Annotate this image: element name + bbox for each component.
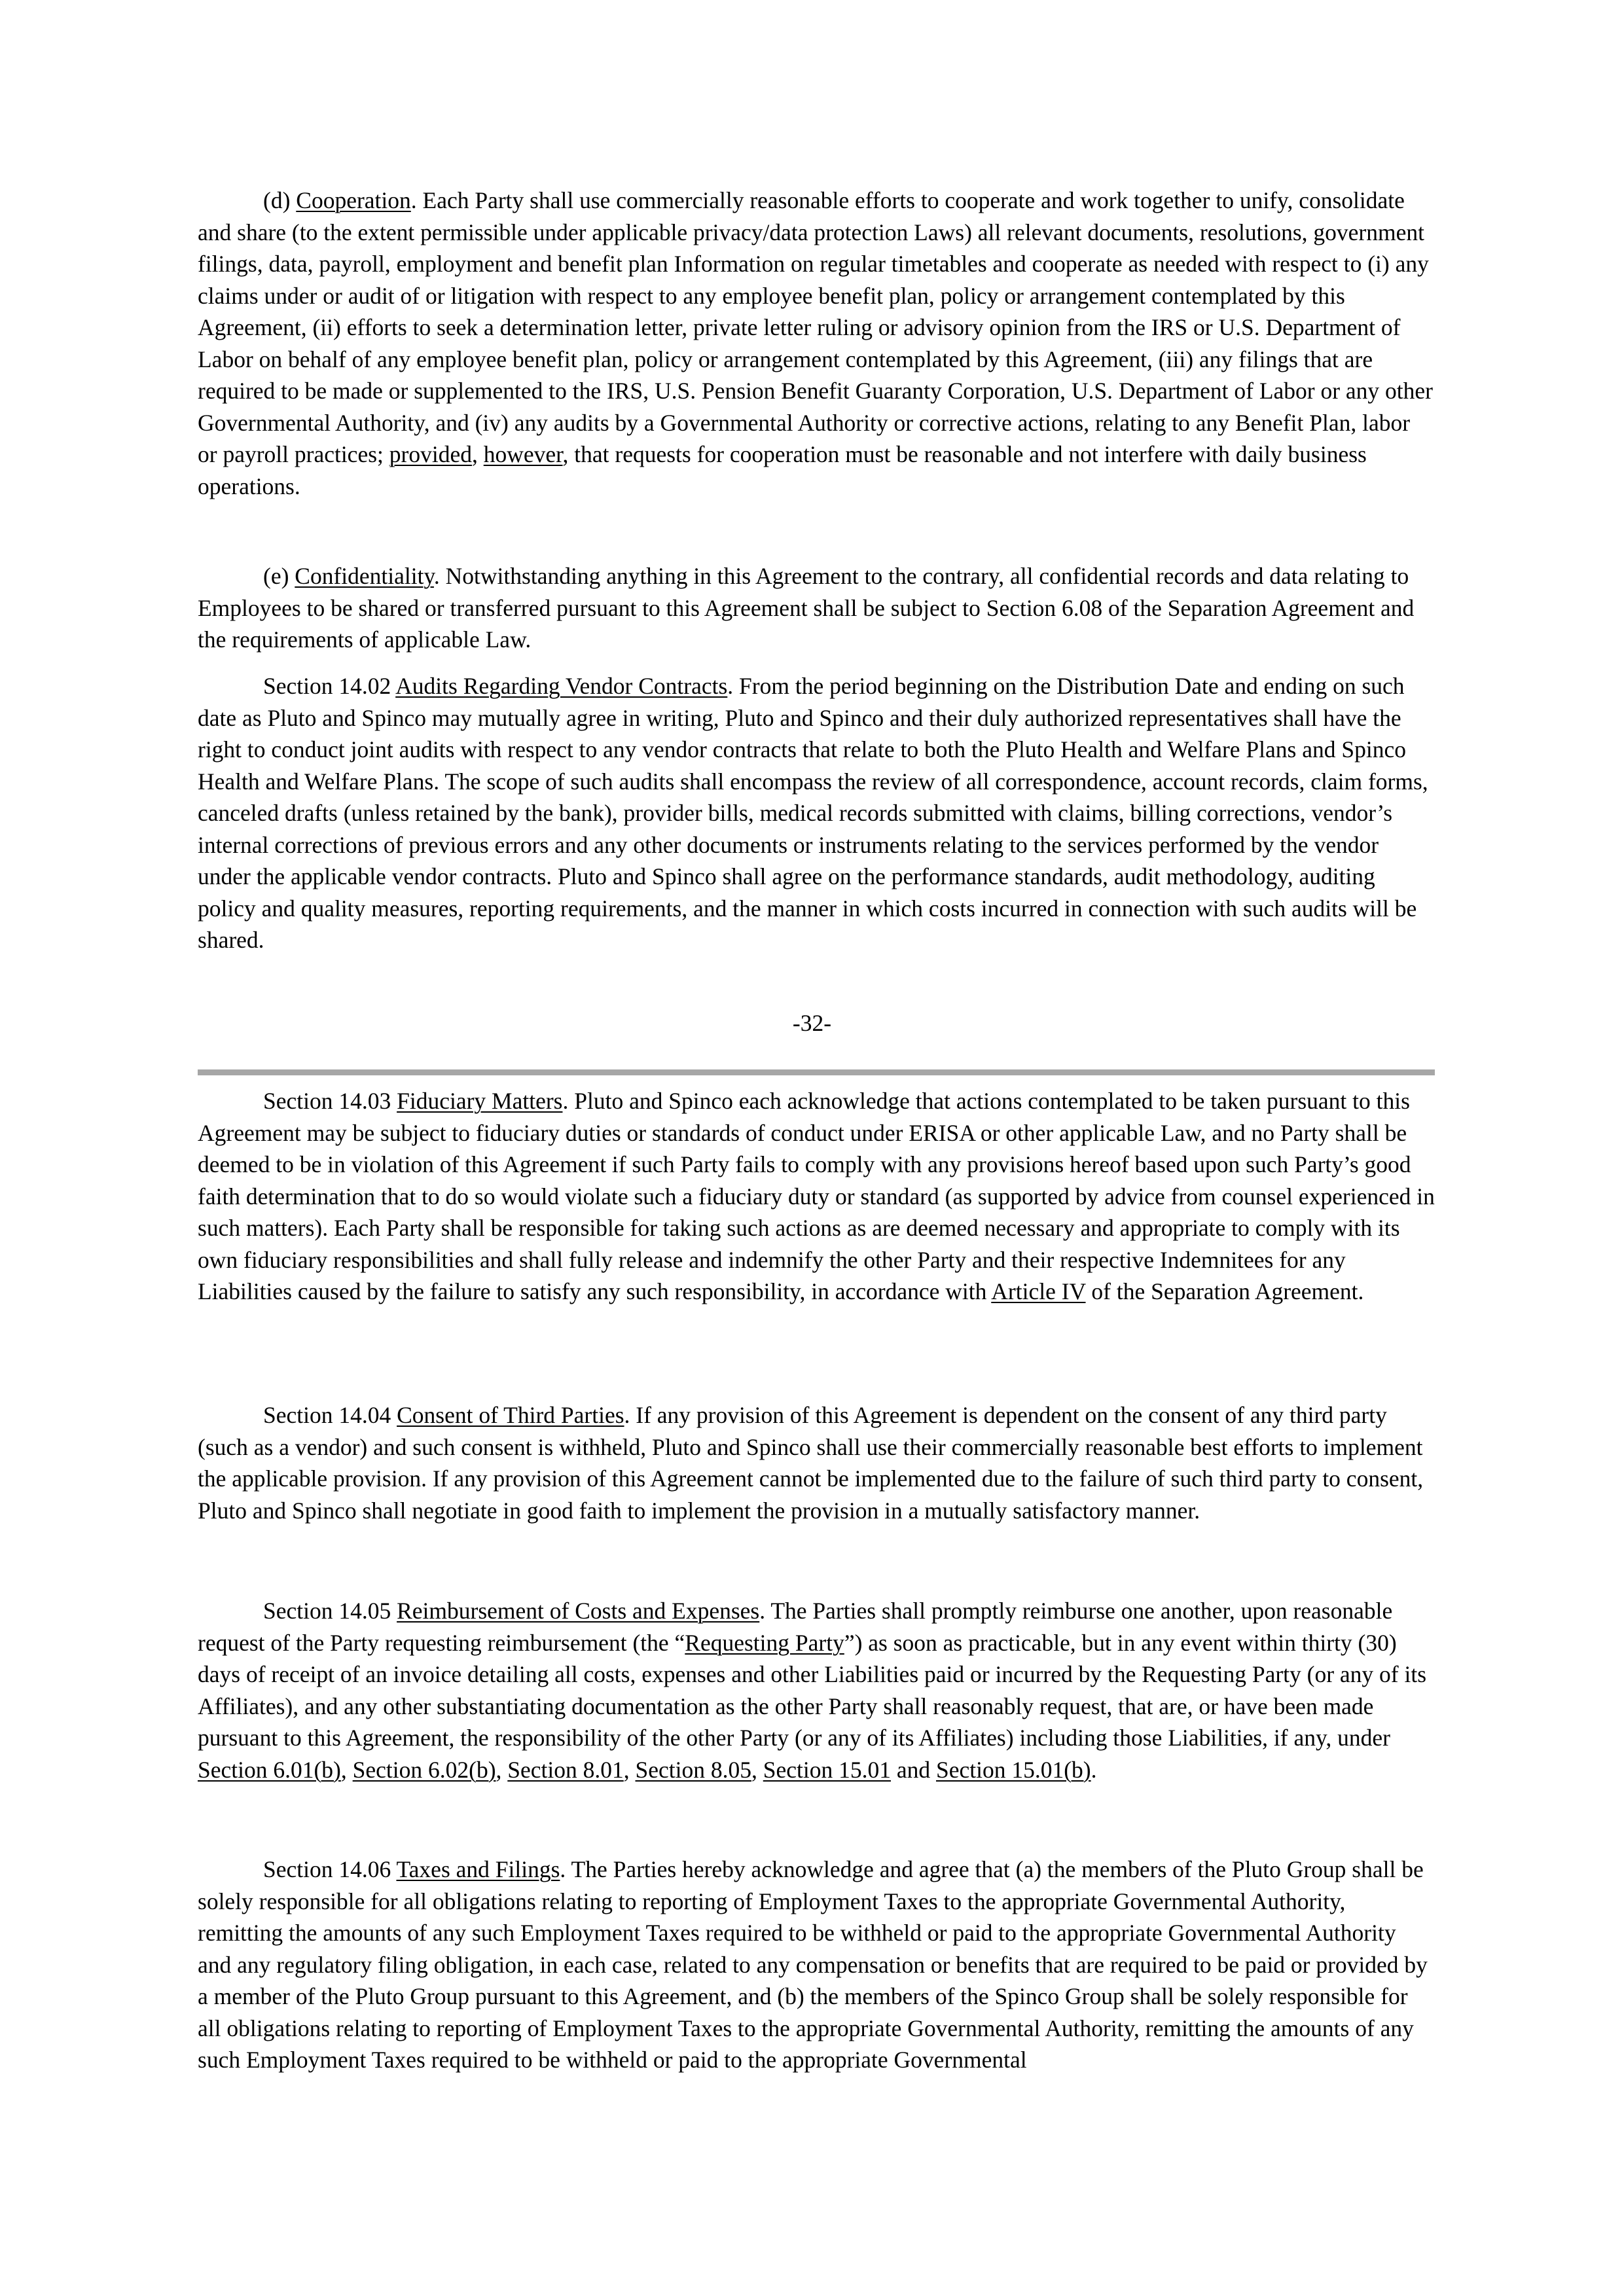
cross-reference-link[interactable]: Section 8.01 bbox=[507, 1756, 624, 1783]
paragraph-body: of the Separation Agreement. bbox=[1085, 1278, 1364, 1304]
paragraph-heading: Cooperation bbox=[296, 187, 411, 213]
separator: , bbox=[340, 1756, 353, 1783]
section-heading: Reimbursement of Costs and Expenses bbox=[397, 1598, 760, 1624]
paragraph-body: . The Parties hereby acknowledge and agree that (a) the members of the Pluto Group shall be solely responsible for all obligations relating to reporting of Employment Taxes to the appropriate Governmental Authority, remitting the amounts of any such Employment Taxes required to be withheld or paid to the appropriate Governmental Authority and any regulatory filing obligation, in each case, related to any compensation or benefits that are required to be paid or provided by a member of the Pluto Group pursuant to this Agreement, and (b) the members of the Spinco Group shall be solely responsible for all obligations relating to reporting of Employment Taxes to the appropriate Governmental Authority, remitting the amounts of any such Employment Taxes required to be withheld or paid to the appropriate Governmental bbox=[198, 1856, 1428, 2073]
cross-reference-link[interactable]: Section 6.01(b) bbox=[198, 1756, 341, 1783]
paragraph-body: ”) as soon as practicable, but in any event within thirty (30) days of receipt of an invoice detailing all costs, expenses and other Liabilities paid or incurred by the Requesting Party (or any of its Affiliates), and any other substantiating documentation as the other Party shall reasonably request, that are, or have been made pursuant to this Agreement, the responsibility of the other Party (or any of its Affiliates) including those Liabilities, if any, under bbox=[198, 1629, 1427, 1751]
paragraph-cooperation bbox=[198, 185, 1435, 502]
defined-term: Requesting Party bbox=[685, 1629, 844, 1656]
paragraph-heading: Confidentiality bbox=[295, 563, 434, 589]
paragraph-text bbox=[198, 560, 1435, 656]
section-14-05 bbox=[198, 1595, 1435, 1785]
paragraph-body: . From the period beginning on the Distribution Date and ending on such date as Pluto and Spinco may mutually agree in writing, Pluto and Spinco and their duly authorized representatives shall have the right to conduct joint audits with respect to any vendor contracts that relate to both the Pluto Health and Welfare Plans and Spinco Health and Welfare Plans. The scope of such audits shall encompass the review of all correspondence, account records, claim forms, canceled drafts (unless retained by the bank), provider bills, medical records submitted with claims, billing corrections, vendor’s internal corrections of previous errors and any other documents or instruments relating to the services performed by the vendor under the applicable vendor contracts. Pluto and Spinco shall agree on the performance standards, audit methodology, auditing policy and quality measures, reporting requirements, and the manner in which costs incurred in connection with such audits will be shared. bbox=[198, 673, 1428, 953]
separator: . bbox=[1091, 1756, 1097, 1783]
paragraph-lead: (e) bbox=[263, 563, 295, 589]
term-however: however bbox=[483, 441, 563, 467]
separator: , bbox=[496, 1756, 508, 1783]
cross-reference-link[interactable]: Article IV bbox=[991, 1278, 1086, 1304]
paragraph-text bbox=[198, 1595, 1435, 1785]
term-provided: provided bbox=[389, 441, 472, 467]
section-heading: Fiduciary Matters bbox=[397, 1088, 563, 1114]
section-heading: Audits Regarding Vendor Contracts bbox=[395, 673, 728, 699]
section-14-04 bbox=[198, 1399, 1435, 1526]
paragraph-text bbox=[198, 1399, 1435, 1526]
paragraph-text bbox=[198, 1085, 1435, 1308]
separator: , bbox=[751, 1756, 763, 1783]
page-number: -32- bbox=[792, 1010, 832, 1036]
section-heading: Consent of Third Parties bbox=[397, 1402, 624, 1428]
section-heading: Taxes and Filings bbox=[396, 1856, 560, 1882]
paragraph-body: , that requests for cooperation must be reasonable and not interfere with daily business operations. bbox=[198, 441, 1367, 499]
section-14-06 bbox=[198, 1854, 1435, 2076]
cross-reference-link[interactable]: Section 6.02(b) bbox=[352, 1756, 496, 1783]
paragraph-body: . If any provision of this Agreement is dependent on the consent of any third party (such as a vendor) and such consent is withheld, Pluto and Spinco shall use their commercially reasonable best efforts to implement the applicable provision. If any provision of this Agreement cannot be implemented due to the failure of such third party to consent, Pluto and Spinco shall negotiate in good faith to implement the provision in a mutually satisfactory manner. bbox=[198, 1402, 1424, 1524]
paragraph-body: . Pluto and Spinco each acknowledge that actions contemplated to be taken pursuant to this Agreement may be subject to fiduciary duties or standards of conduct under ERISA or other applicable Law, and no Party shall be deemed to be in violation of this Agreement if such Party fails to comply with any provisions hereof based upon such Party’s good faith determination that to do so would violate such a fiduciary duty or standard (as supported by advice from counsel experienced in such matters). Each Party shall be responsible for taking such actions as are deemed necessary and appropriate to comply with its own fiduciary responsibilities and shall fully release and indemnify the other Party and their respective Indemnitees for any Liabilities caused by the failure to satisfy any such responsibility, in accordance with bbox=[198, 1088, 1435, 1304]
section-14-02 bbox=[198, 670, 1435, 956]
cross-reference-link[interactable]: Section 15.01(b) bbox=[936, 1756, 1091, 1783]
separator: , bbox=[623, 1756, 636, 1783]
cross-reference-link[interactable]: Section 8.05 bbox=[635, 1756, 751, 1783]
section-number: Section 14.06 bbox=[263, 1856, 397, 1882]
paragraph-text bbox=[198, 185, 1435, 502]
paragraph-confidentiality bbox=[198, 560, 1435, 656]
section-number: Section 14.05 bbox=[263, 1598, 397, 1624]
section-number: Section 14.02 bbox=[263, 673, 396, 699]
paragraph-body: . The Parties shall promptly reimburse one another, upon reasonable request of the Party requesting reimbursement (the “ bbox=[198, 1598, 1393, 1656]
section-number: Section 14.03 bbox=[263, 1088, 397, 1114]
separator: and bbox=[890, 1756, 936, 1783]
paragraph-text bbox=[198, 1854, 1435, 2076]
paragraph-body: . Each Party shall use commercially reasonable efforts to cooperate and work together to unify, consolidate and share (to the extent permissible under applicable privacy/data protection Laws) all relevant documents, resolutions, government filings, data, payroll, employment and benefit plan Information on regular timetables and cooperate as needed with respect to (i) any claims under or audit of or litigation with respect to any employee benefit plan, policy or arrangement contemplated by this Agreement, (ii) efforts to seek a determination letter, private letter ruling or advisory opinion from the IRS or U.S. Department of Labor on behalf of any employee benefit plan, policy or arrangement contemplated by this Agreement, (iii) any filings that are required to be made or supplemented to the IRS, U.S. Pension Benefit Guaranty Corporation, U.S. Department of Labor or any other Governmental Authority, and (iv) any audits by a Governmental Authority or corrective actions, relating to any Benefit Plan, labor or payroll practices; bbox=[198, 187, 1433, 467]
section-number: Section 14.04 bbox=[263, 1402, 397, 1428]
paragraph-lead: (d) bbox=[263, 187, 297, 213]
separator: , bbox=[471, 441, 484, 467]
cross-reference-link[interactable]: Section 15.01 bbox=[763, 1756, 891, 1783]
section-14-03 bbox=[198, 1085, 1435, 1308]
paragraph-body: . Notwithstanding anything in this Agreement to the contrary, all confidential records and data relating to Employees to be shared or transferred pursuant to this Agreement shall be subject to Section 6.08 of the Separation Agreement and the requirements of applicable Law. bbox=[198, 563, 1415, 653]
paragraph-text bbox=[198, 670, 1435, 956]
page-break-divider bbox=[198, 1069, 1435, 1075]
